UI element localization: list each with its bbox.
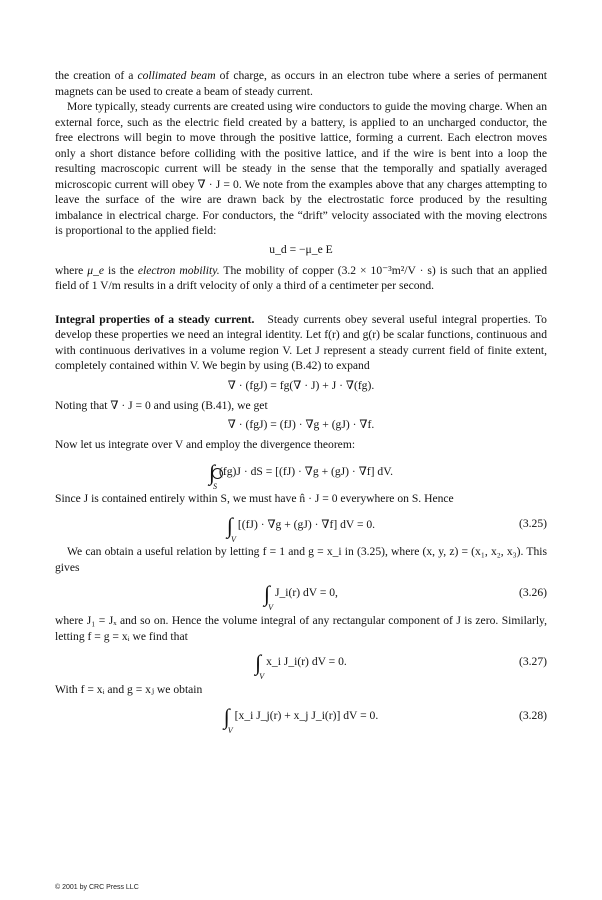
- equation-3-25: $\int_V[(fJ) \cdot \nabla g + (gJ) \cdot \nabla f]$ dV = 0. (3.25): [226, 513, 547, 544]
- copyright-footer: © 2001 by CRC Press LLC: [55, 884, 139, 891]
- integral-sign: ∫: [264, 581, 271, 606]
- noting-text: Noting that ∇ · J = 0 and using (B.41), we get: [55, 398, 268, 412]
- equation-3-26: $\int_VJ\_i(r)$ dV = 0, (3.26): [264, 581, 547, 612]
- equation-number: (3.28): [518, 708, 547, 722]
- now-text: Now let us integrate over V and employ the divergence theorem:: [55, 438, 356, 451]
- paragraph-2: More typically, steady currents are created using wire conductors to guide the moving charge. When an external force, such as the electric field created by a battery, is applied to an uncharged conductor, the free electrons will begin to move through the positive lattice, forming a current. Each electron moves only a short distance before colliding with the positive lattice, and if the wire is bent into a loop the resulting macroscopic current will be steady in the sense that the temporally and spatially averaged microscopic current will obey ∇ · J = 0. We note from the examples above that any charges attempting to leave the surface of the wire are drawn back by the electrostatic force produced by the resulting imbalance in electrical charge. For conductors, the “drift” velocity associated with the moving electrons is proportional to the applied field:: [55, 100, 547, 237]
- section-heading: Integral properties of a steady current.: [55, 312, 255, 326]
- paragraph-1: the creation of a collimated beam of charge, as occurs in an electron tube where a series of permanent magnets can be used to create a beam of steady current.: [55, 69, 548, 98]
- equation-drift: u_d = −μ_e E: [269, 242, 333, 256]
- integral-sign: ∫: [223, 703, 230, 729]
- equation-3-27: $\int_Vx\_i$ J_i(r) dV = 0. (3.27): [255, 650, 547, 681]
- section-paragraph: Integral properties of a steady current. Steady currents obey several useful integral properties. To develop these properties we need an integral identity. Let f(r) and g(r) be scalar functions, continuous and with continuous derivatives in a volume region V. Let J represent a steady current field of finite extent, completely contained within V. We begin by using (B.42) to expand: [55, 312, 547, 372]
- we-can-text: We can obtain a useful relation by letting f = 1 and g = x_i in (3.25), where (x, y, z) = (x₁, x₂, x₃). This gives: [55, 545, 547, 574]
- integral-sign: ∫: [255, 650, 262, 675]
- equation-b42: ∇ · (fgJ) = fg(∇ · J) + J · ∇(fg).: [227, 378, 375, 392]
- paragraph-3: where μ_e is the electron mobility. The mobility of copper (3.2 × 10⁻³m²/V · s) is such that an applied field of 1 V/m results in a drift velocity of only a third of a centimeter per second.: [55, 263, 547, 292]
- equation-b41: ∇ · (fgJ) = (fJ) · ∇g + (gJ) · ∇f.: [227, 418, 375, 431]
- equation-divergence: ∫ $_S$(fg)J · dS = [(fJ) · ∇g + (gJ) · ∇f] dV.: [209, 459, 393, 491]
- equation-number: (3.25): [518, 517, 547, 530]
- since-text: Since J is contained entirely within S, we must have n̂ · J = 0 everywhere on S. Hence: [55, 491, 454, 505]
- equation-3-28: $\int_V[x\_i$ J_j(r) + x_j J_i(r)] dV = 0. (3.28): [223, 703, 547, 735]
- integral-sign: ∫: [226, 513, 233, 538]
- with-text: With f = xᵢ and g = xⱼ we obtain: [55, 683, 203, 696]
- contour-integral-sign: ∫: [209, 465, 216, 478]
- where-j1-text: where J₁ = Jₓ and so on. Hence the volume integral of any rectangular component of J is zero. Similarly, letting f = g = xᵢ we find that: [55, 614, 547, 643]
- equation-number: (3.26): [518, 586, 547, 599]
- page-body: [55, 68, 547, 736]
- equation-number: (3.27): [518, 655, 547, 668]
